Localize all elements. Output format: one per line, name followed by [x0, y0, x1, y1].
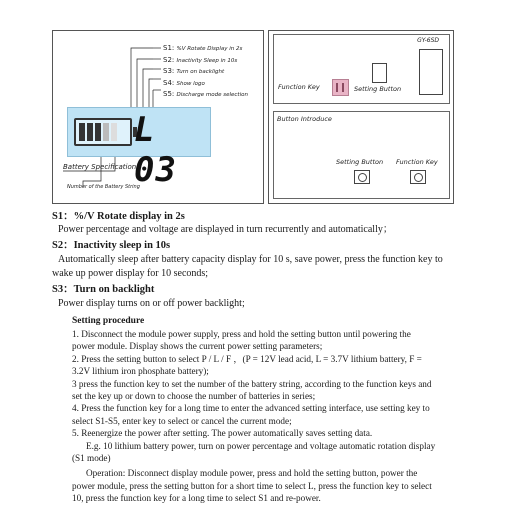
operation-line: 10, press the function key for a long time to select S1 and re-power. — [72, 493, 321, 504]
s2-heading: S2：Inactivity sleep in 10s — [52, 240, 171, 251]
s1-body: Power percentage and voltage are displayed in turn recurrently and automatically； — [58, 224, 393, 235]
step-line: set the key up or down to choose the number of batteries in series; — [72, 391, 316, 402]
controls-panel — [268, 30, 454, 204]
step-line: 1. Disconnect the module power supply, press and hold the setting button until powering the — [72, 329, 411, 339]
display-panel — [52, 30, 264, 204]
step-line: 2. Press the setting button to select P / L / F ，(P = 12V lead acid, L = 3.7V lithium battery, F = — [72, 353, 422, 364]
step-line: 3.2V lithium iron phosphate battery); — [72, 366, 209, 377]
example-line: (S1 mode) — [72, 453, 111, 464]
function-key-icon — [410, 170, 426, 184]
bottom-function-key-label: Function Key — [396, 158, 438, 166]
s3-body: Power display turns on or off power backlight; — [58, 298, 245, 309]
battery-icon — [74, 118, 132, 146]
model-label: GY-6SD — [417, 37, 439, 44]
module-board — [273, 34, 450, 104]
step-line: 4. Press the function key for a long time to enter the advanced setting interface, use setting key to — [72, 403, 430, 414]
procedure-heading: Setting procedure — [72, 316, 145, 326]
step-line: power module. Display shows the current power setting parameters; — [72, 341, 323, 352]
battery-specification-label: Battery Specification — [63, 163, 137, 171]
instruction-diagram — [0, 0, 522, 210]
lcd-readout: L 03 — [134, 110, 177, 190]
step-line: select S1-S5, enter key to select or cancel the current mode; — [72, 415, 292, 426]
setting-button-rect — [372, 63, 387, 83]
label-s3: S3: Turn on backlight — [163, 67, 225, 75]
step-line: 5. Reenergize the power after setting. The power automatically saves setting data. — [72, 428, 373, 439]
label-s5: S5: Discharge mode selection — [163, 90, 248, 98]
function-key-connector — [332, 79, 349, 96]
operation-line: Operation: Disconnect display module power, press and hold the setting button, power the — [86, 468, 418, 479]
label-s2: S2: Inactivity Sleep in 10s — [163, 55, 238, 64]
button-introduce-box — [273, 111, 450, 199]
bottom-setting-button-label: Setting Button — [336, 158, 384, 166]
operation-line: power module, press the setting button for a short time to select L, press the function key to select — [72, 480, 432, 491]
slot-rect — [419, 49, 443, 95]
example-line: E.g. 10 lithium battery power, turn on power percentage and voltage automatic rotation display — [86, 440, 436, 451]
setting-button-label: Setting Button — [354, 85, 402, 93]
s1-heading: S1：%/V Rotate display in 2s — [52, 211, 185, 222]
s2-body-1: Automatically sleep after battery capacity display for 10 s, save power, press the function key to — [58, 254, 443, 265]
s2-body-2: wake up power display for 10 seconds; — [52, 268, 209, 279]
step-line: 3 press the function key to set the number of the battery string, according to the function keys and — [72, 378, 432, 389]
button-introduce-title: Button Introduce — [277, 115, 332, 123]
label-s4: S4: Show logo — [163, 78, 205, 87]
label-s1: S1: %V Rotate Display in 2s — [163, 44, 243, 52]
battery-string-label: Number of the Battery String — [67, 184, 140, 190]
s3-heading: S3：Turn on backlight — [52, 284, 155, 295]
setting-button-icon — [354, 170, 370, 184]
function-key-label: Function Key — [278, 83, 320, 91]
procedure-steps — [72, 328, 435, 505]
